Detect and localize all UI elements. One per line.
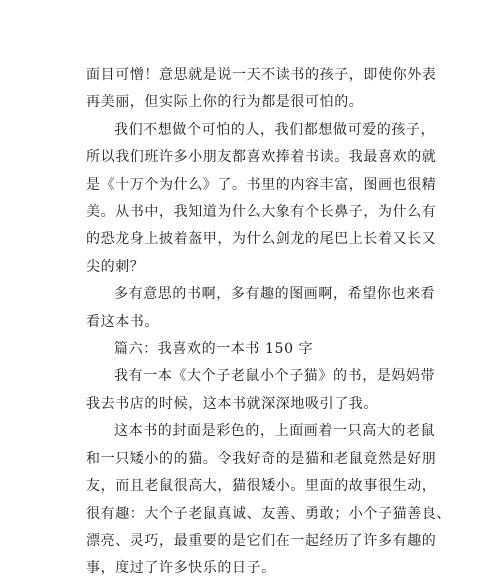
section-heading (86, 336, 416, 363)
paragraph-1 (86, 62, 437, 117)
text-line: 再美丽，但实际上你的行为都是很可怕的。 (86, 94, 364, 111)
text-line: 所以我们班许多小朋友都喜欢捧着书读。我最喜欢的就 (86, 149, 437, 166)
article-body (86, 62, 451, 583)
text-line: 事，度过了许多快乐的日子。 (86, 560, 276, 577)
text-line: 很有趣：大个子老鼠真诚、友善、勇敢；小个子猫善良、 (86, 505, 451, 522)
text-line: 是《十万个为什么》了。书里的内容丰富，图画也很精 (86, 176, 437, 193)
text-line: 尖的刺？ (86, 258, 145, 275)
text-line: 这本书的封面是彩色的，上面画着一只高大的老鼠 (114, 423, 436, 440)
text-line: 面目可憎！意思就是说一天不读书的孩子，即使你外表 (86, 67, 437, 83)
text-line: 看这本书。 (86, 313, 159, 330)
text-line: 友，而且老鼠很高大，猫很矮小。里面的故事很生动， (86, 478, 437, 495)
text-line: 我去书店的时候，这本书就深深地吸引了我。 (86, 395, 378, 412)
text-line: 美。从书中，我知道为什么大象有个长鼻子，为什么有 (86, 204, 437, 221)
paragraph-5 (86, 418, 451, 582)
text-line: 的恐龙身上披着盔甲，为什么剑龙的尾巴上长着又长又 (86, 231, 437, 248)
paragraph-3 (86, 281, 436, 336)
text-line: 和一只矮小的的猫。令我好奇的是猫和老鼠竟然是好朋 (86, 450, 437, 467)
text-line: 漂亮、灵巧，最重要的是它们在一起经历了许多有趣的 (86, 532, 437, 549)
paragraph-4 (86, 363, 436, 418)
paragraph-2 (86, 117, 437, 281)
text-line: 我有一本《大个子老鼠小个子猫》的书，是妈妈带 (114, 368, 436, 385)
text-line: 篇六：我喜欢的一本书 150 字 (114, 341, 314, 358)
text-line: 多有意思的书啊，多有趣的图画啊，希望你也来看 (114, 286, 436, 303)
text-line: 我们不想做个可怕的人，我们都想做可爱的孩子， (114, 121, 436, 138)
